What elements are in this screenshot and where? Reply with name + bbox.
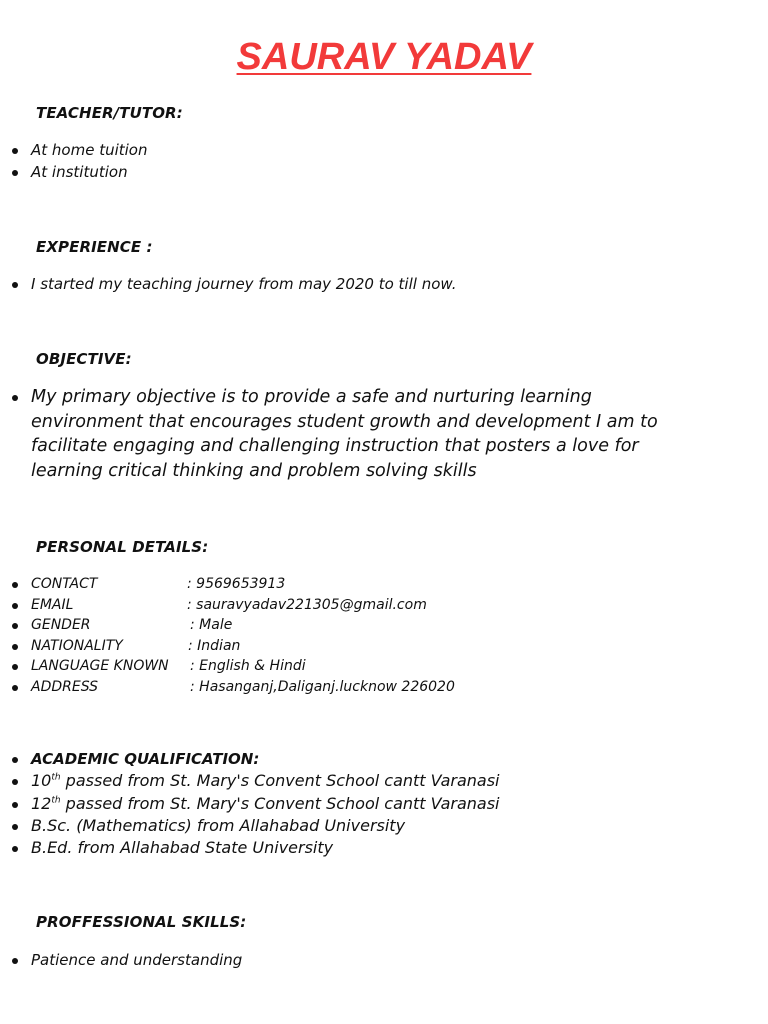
detail-value: : sauravyadav221305@gmail.com xyxy=(187,596,427,613)
detail-key: ADDRESS xyxy=(31,678,98,695)
list-item: I started my teaching journey from may 2020 to till now. xyxy=(0,273,456,295)
detail-row-gender xyxy=(0,615,455,636)
detail-key: CONTACT xyxy=(31,576,98,592)
detail-key: NATIONALITY xyxy=(31,637,123,654)
detail-value: : English & Hindi xyxy=(190,658,306,675)
list-item: B.Sc. (Mathematics) from Allahabad University xyxy=(0,815,499,837)
detail-value: : Male xyxy=(190,617,233,634)
experience-heading: EXPERIENCE : xyxy=(36,238,153,256)
detail-row-nationality xyxy=(0,636,455,657)
academic-heading: ACADEMIC QUALIFICATION: xyxy=(0,748,499,770)
detail-key: LANGUAGE KNOWN xyxy=(31,658,169,675)
experience-list xyxy=(0,273,456,295)
detail-value: : Indian xyxy=(188,637,241,654)
list-item: B.Ed. from Allahabad State University xyxy=(0,837,499,859)
objective-list xyxy=(0,385,680,483)
detail-value: : Hasanganj,Daliganj.lucknow 226020 xyxy=(190,678,455,695)
detail-value: : 9569653913 xyxy=(187,576,286,592)
list-item: At home tuition xyxy=(0,139,148,161)
academic-list xyxy=(0,748,499,859)
detail-row-email xyxy=(0,595,455,616)
personal-heading: PERSONAL DETAILS: xyxy=(36,538,209,556)
list-item: 10th passed from St. Mary's Convent School cantt Varanasi xyxy=(0,770,499,792)
detail-row-language xyxy=(0,656,455,677)
objective-heading: OBJECTIVE: xyxy=(36,350,132,368)
teacher-list xyxy=(0,139,148,183)
personal-details-list xyxy=(0,574,455,698)
detail-key: GENDER xyxy=(31,617,91,634)
detail-row-contact xyxy=(0,574,455,595)
teacher-heading: TEACHER/TUTOR: xyxy=(36,104,183,122)
skills-list xyxy=(0,949,242,971)
list-item: At institution xyxy=(0,161,148,183)
detail-key: EMAIL xyxy=(31,596,74,613)
resume-name: SAURAV YADAV xyxy=(236,36,532,78)
list-item: 12th passed from St. Mary's Convent School cantt Varanasi xyxy=(0,793,499,815)
skills-heading: PROFFESSIONAL SKILLS: xyxy=(36,913,247,931)
detail-row-address xyxy=(0,677,455,698)
list-item: Patience and understanding xyxy=(0,949,242,971)
objective-text: My primary objective is to provide a safe and nurturing learning environment that encourages student growth and development I am to facilitate engaging and challenging instruction that posters a love for learning critical thinking and problem solving skills xyxy=(0,385,680,483)
